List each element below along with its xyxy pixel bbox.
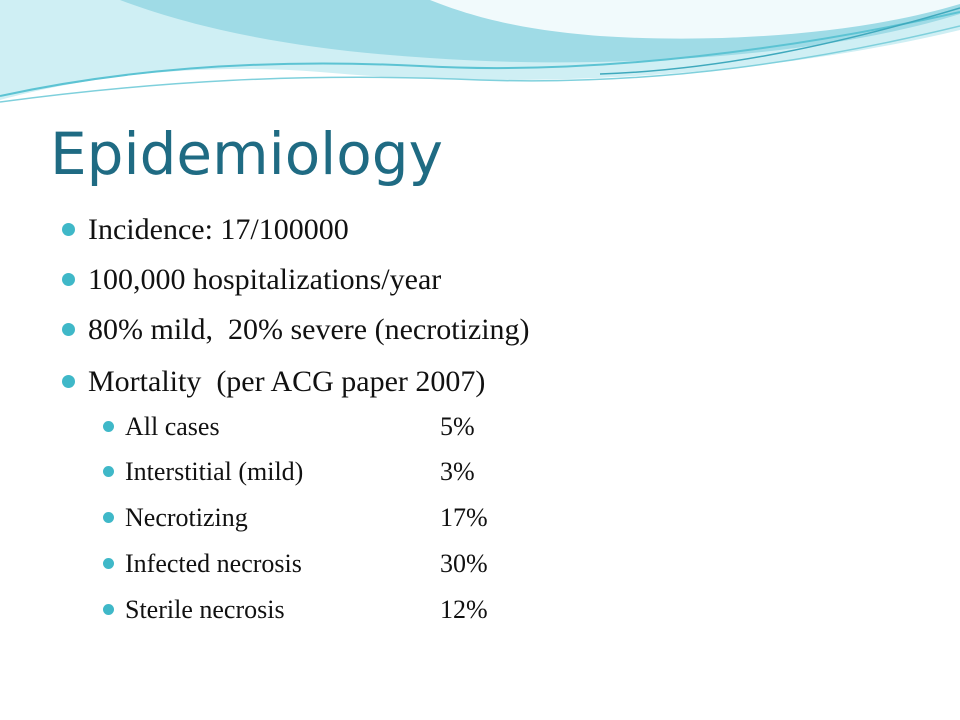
mortality-label: Sterile necrosis: [125, 595, 285, 624]
mortality-item: [125, 502, 488, 534]
bullet-mortality: [88, 364, 485, 400]
sub-bullet-dot-icon: [103, 466, 114, 477]
bullet-dot-icon: [62, 273, 75, 286]
bullet-text: 100,000 hospitalizations/year: [88, 263, 442, 296]
sub-bullet-dot-icon: [103, 421, 114, 432]
mortality-item: [125, 548, 488, 580]
sub-bullet-dot-icon: [103, 604, 114, 615]
mortality-item: [125, 411, 475, 443]
bullet-hospitalizations: [88, 262, 441, 298]
mortality-label: Infected necrosis: [125, 549, 302, 578]
bullet-text: Incidence: 17/100000: [88, 213, 349, 246]
mortality-value: 3%: [440, 457, 475, 486]
mortality-value: 30%: [440, 549, 488, 578]
sub-bullet-dot-icon: [103, 512, 114, 523]
mortality-item: [125, 456, 475, 488]
bullet-severity: [88, 312, 530, 348]
mortality-value: 17%: [440, 503, 488, 532]
bullet-text: Mortality (per ACG paper 2007): [88, 365, 486, 398]
bullet-dot-icon: [62, 375, 75, 388]
mortality-label: Interstitial (mild): [125, 457, 304, 486]
mortality-value: 5%: [440, 412, 475, 441]
mortality-label: Necrotizing: [125, 503, 248, 532]
mortality-value: 12%: [440, 595, 488, 624]
mortality-item: [125, 594, 488, 626]
slide-title: Epidemiology: [50, 120, 443, 188]
bullet-text: 80% mild, 20% severe (necrotizing): [88, 313, 530, 346]
sub-bullet-dot-icon: [103, 558, 114, 569]
bullet-dot-icon: [62, 323, 75, 336]
bullet-dot-icon: [62, 223, 75, 236]
mortality-label: All cases: [125, 412, 220, 441]
bullet-incidence: [88, 212, 349, 248]
